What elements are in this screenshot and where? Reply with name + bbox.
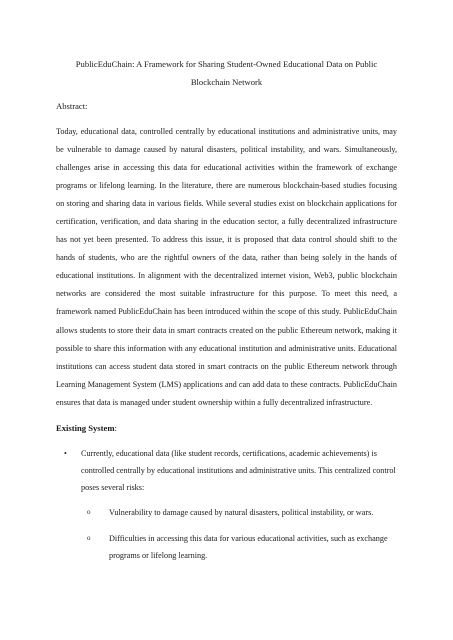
existing-system-heading-text: Existing System (56, 422, 115, 433)
sub-list-item-text: Vulnerability to damage caused by natural disasters, political instability, or wars. (109, 507, 374, 517)
list-item (56, 445, 397, 564)
sub-bullet-icon: o (87, 507, 91, 516)
list-item-text: Currently, educational data (like student records, certifications, academic achievements) is controlled centrally by educational institutions and administrative units. This centralized control poses several risks: (81, 448, 396, 492)
existing-system-heading (56, 421, 397, 435)
abstract-text: Today, educational data, controlled centrally by educational institutions and administrative units, may be vulnerable to damage caused by natural disasters, political instability, and wars. Simultaneously, challenges arise in accessing this data for educational activities within the framework of exchange programs or lifelong learning. In the literature, there are numerous blockchain-based studies focusing on storing and sharing data in various fields. While several studies exist on blockchain applications for certification, verification, and data sharing in the education sector, a fully decentralized infrastructure has not yet been presented. To address this issue, it is proposed that data control should shift to the hands of students, who are the rightful owners of the data, rather than being solely in the hands of educational institutions. In alignment with the decentralized internet vision, Web3, public blockchain networks are considered the most suitable infrastructure for this purpose. To meet this need, a framework named PublicEduChain has been introduced within the scope of this study. PublicEduChain allows students to store their data in smart contracts created on the public Ethereum network, making it possible to share this information with any educational institution and administrative units. Educational institutions can access student data stored in smart contracts on the public Ethereum network through Learning Management System (LMS) applications and can add data to these contracts. PublicEduChain ensures that data is managed under student ownership within a fully decentralized infrastructure. (56, 127, 397, 407)
sub-list-item (81, 530, 397, 564)
sub-bullet-icon: o (87, 533, 91, 542)
existing-system-list (56, 445, 397, 564)
sub-list-item-text: Difficulties in accessing this data for various educational activities, such as exchange programs or lifelong learning. (109, 533, 388, 560)
sub-list-item (81, 504, 397, 521)
document-title: PublicEduChain: A Framework for Sharing Student-Owned Educational Data on Public Blockchain Network (75, 59, 378, 87)
existing-system-heading-colon: : (114, 422, 117, 433)
abstract-heading: Abstract: (56, 101, 88, 111)
risk-sublist (81, 504, 397, 564)
bullet-icon: • (64, 448, 67, 458)
